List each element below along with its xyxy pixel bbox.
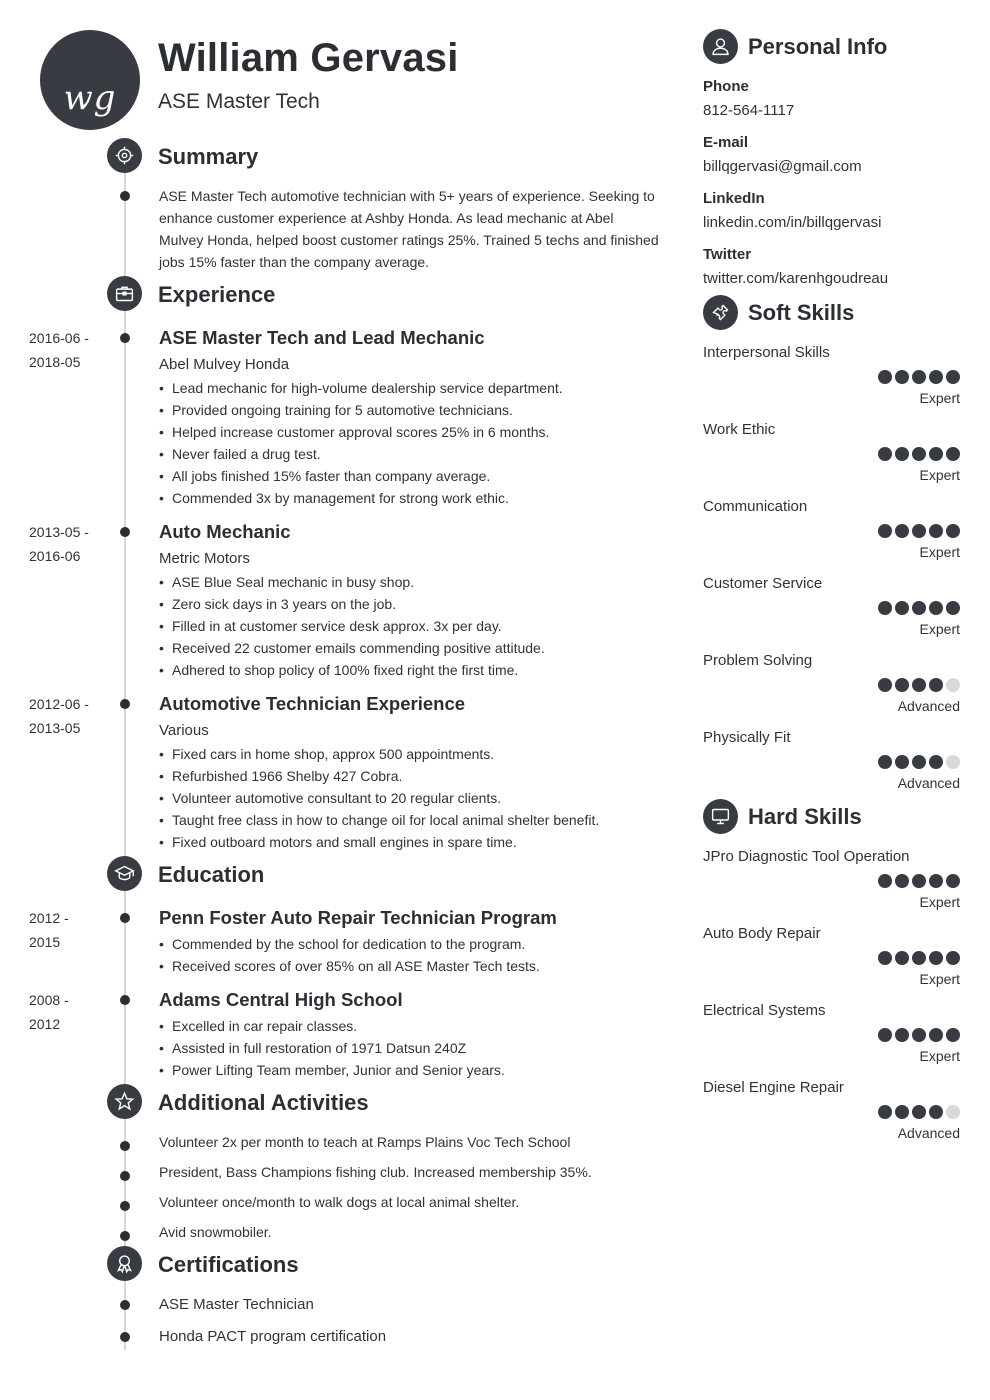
skill-level: Expert [919, 1048, 960, 1064]
timeline-dot [120, 1141, 130, 1151]
company-name: Metric Motors [159, 550, 250, 567]
rating-dot-filled [946, 874, 960, 888]
summary-text [159, 185, 659, 273]
rating-dot-filled [878, 874, 892, 888]
award-ribbon-icon [107, 1246, 142, 1281]
school-bullets [159, 933, 540, 977]
bullet: • Refurbished 1966 Shelby 427 Cobra. [159, 765, 599, 787]
bullet: • Received scores of over 85% on all ASE Master Tech tests. [159, 955, 540, 977]
skill-rating [878, 678, 960, 692]
twitter-label: Twitter [703, 246, 752, 263]
rating-dot-filled [895, 1028, 909, 1042]
rating-dot-filled [895, 874, 909, 888]
section-title-personal-info: Personal Info [748, 34, 888, 59]
school-title: Adams Central High School [159, 989, 403, 1010]
date-start: 2012 - [29, 910, 69, 926]
rating-dot-empty [946, 1105, 960, 1119]
rating-dot-filled [946, 370, 960, 384]
rating-dot-filled [878, 447, 892, 461]
rating-dot-filled [895, 678, 909, 692]
rating-dot-filled [878, 951, 892, 965]
rating-dot-filled [878, 601, 892, 615]
activity-item: Volunteer 2x per month to teach at Ramps Plains Voc Tech School [159, 1134, 571, 1150]
skill-level: Advanced [897, 1125, 960, 1141]
email-value[interactable]: billqgervasi@gmail.com [703, 158, 862, 175]
linkedin-value[interactable]: linkedin.com/in/billqgervasi [703, 214, 882, 231]
job-date [29, 692, 89, 740]
bullet: • Zero sick days in 3 years on the job. [159, 593, 545, 615]
certification-item: Honda PACT program certification [159, 1328, 387, 1345]
rating-dot-filled [946, 524, 960, 538]
bullet: • Helped increase customer approval scores 25% in 6 months. [159, 421, 563, 443]
job-bullets [159, 743, 599, 853]
skill-level: Expert [919, 467, 960, 483]
rating-dot-filled [912, 601, 926, 615]
bullet: • Commended 3x by management for strong work ethic. [159, 487, 563, 509]
rating-dot-filled [929, 755, 943, 769]
job-bullets [159, 377, 563, 509]
rating-dot-filled [912, 1028, 926, 1042]
activity-item: President, Bass Champions fishing club. Increased membership 35%. [159, 1164, 592, 1180]
skill-level: Expert [919, 621, 960, 637]
section-title-activities: Additional Activities [158, 1090, 369, 1115]
bullet: • Fixed outboard motors and small engines in spare time. [159, 831, 599, 853]
skill-rating [878, 1028, 960, 1042]
bullet: • Never failed a drug test. [159, 443, 563, 465]
timeline-dot [120, 1201, 130, 1211]
rating-dot-filled [895, 370, 909, 384]
rating-dot-filled [878, 370, 892, 384]
date-end: 2015 [29, 934, 61, 950]
date-end: 2012 [29, 1016, 61, 1032]
skill-name: Diesel Engine Repair [703, 1079, 844, 1096]
school-date [29, 988, 69, 1036]
section-title-experience: Experience [158, 282, 276, 307]
candidate-name: William Gervasi [158, 36, 459, 80]
timeline-dot [120, 333, 130, 343]
rating-dot-filled [929, 678, 943, 692]
rating-dot-filled [929, 874, 943, 888]
avatar [40, 30, 140, 130]
rating-dot-filled [929, 1105, 943, 1119]
job-bullets [159, 571, 545, 681]
linkedin-label: LinkedIn [703, 190, 765, 207]
rating-dot-filled [878, 755, 892, 769]
job-title: ASE Master Tech and Lead Mechanic [159, 327, 485, 348]
rating-dot-filled [912, 447, 926, 461]
company-name: Abel Mulvey Honda [159, 356, 290, 373]
skill-rating [878, 601, 960, 615]
rating-dot-filled [878, 1105, 892, 1119]
rating-dot-filled [929, 1028, 943, 1042]
rating-dot-filled [912, 370, 926, 384]
rating-dot-filled [895, 601, 909, 615]
section-title-soft-skills: Soft Skills [748, 300, 855, 325]
bullet: • Fixed cars in home shop, approx 500 appointments. [159, 743, 599, 765]
twitter-value[interactable]: twitter.com/karenhgoudreau [703, 270, 889, 287]
summary-line: jobs 15% faster than the company average. [159, 254, 430, 270]
skill-rating [878, 951, 960, 965]
rating-dot-filled [895, 524, 909, 538]
rating-dot-filled [878, 1028, 892, 1042]
timeline-dot [120, 1300, 130, 1310]
company-name: Various [159, 722, 209, 739]
school-bullets [159, 1015, 505, 1081]
bullet: • Volunteer automotive consultant to 20 regular clients. [159, 787, 599, 809]
timeline-dot [120, 699, 130, 709]
date-start: 2016-06 - [29, 330, 89, 346]
date-start: 2013-05 - [29, 524, 89, 540]
bullet: • Excelled in car repair classes. [159, 1015, 505, 1037]
skill-rating [878, 370, 960, 384]
summary-line: Mulvey Honda, helped boost customer ratings 25%. Trained 5 techs and finished [159, 232, 659, 248]
certification-item: ASE Master Technician [159, 1296, 314, 1313]
bullet: • Lead mechanic for high-volume dealership service department. [159, 377, 563, 399]
rating-dot-filled [895, 447, 909, 461]
date-end: 2013-05 [29, 720, 81, 736]
skill-level: Expert [919, 544, 960, 560]
timeline-dot [120, 1332, 130, 1342]
rating-dot-filled [929, 951, 943, 965]
rating-dot-filled [878, 524, 892, 538]
graduation-cap-icon [107, 856, 142, 891]
date-start: 2008 - [29, 992, 69, 1008]
rating-dot-filled [878, 678, 892, 692]
target-icon [107, 138, 142, 173]
rating-dot-filled [946, 447, 960, 461]
skill-name: Customer Service [703, 575, 823, 592]
timeline-dot [120, 1171, 130, 1181]
bullet: • Commended by the school for dedication to the program. [159, 933, 540, 955]
skill-name: Interpersonal Skills [703, 344, 830, 361]
timeline-dot [120, 995, 130, 1005]
summary-line: enhance customer experience at Ashby Honda. As lead mechanic at Abel [159, 210, 614, 226]
rating-dot-filled [912, 951, 926, 965]
candidate-title: ASE Master Tech [158, 90, 320, 113]
skill-name: Auto Body Repair [703, 925, 821, 942]
date-end: 2016-06 [29, 548, 81, 564]
skill-rating [878, 447, 960, 461]
user-icon [703, 29, 738, 64]
briefcase-icon [107, 276, 142, 311]
rating-dot-filled [929, 524, 943, 538]
bullet: • Assisted in full restoration of 1971 Datsun 240Z [159, 1037, 505, 1059]
bullet: • Filled in at customer service desk approx. 3x per day. [159, 615, 545, 637]
skill-level: Advanced [897, 775, 960, 791]
skill-name: Electrical Systems [703, 1002, 826, 1019]
rating-dot-filled [895, 1105, 909, 1119]
skill-name: JPro Diagnostic Tool Operation [703, 848, 910, 865]
rating-dot-filled [912, 874, 926, 888]
bullet: • All jobs finished 15% faster than company average. [159, 465, 563, 487]
rating-dot-filled [895, 951, 909, 965]
section-title-hard-skills: Hard Skills [748, 804, 862, 829]
bullet: • Provided ongoing training for 5 automotive technicians. [159, 399, 563, 421]
timeline-dot [120, 527, 130, 537]
skill-name: Physically Fit [703, 729, 791, 746]
rating-dot-filled [946, 951, 960, 965]
school-title: Penn Foster Auto Repair Technician Program [159, 907, 557, 928]
job-date [29, 520, 89, 568]
rating-dot-filled [929, 447, 943, 461]
skill-rating [878, 1105, 960, 1119]
skill-name: Work Ethic [703, 421, 776, 438]
bullet: • Received 22 customer emails commending positive attitude. [159, 637, 545, 659]
skill-rating [878, 874, 960, 888]
skill-rating [878, 524, 960, 538]
skill-level: Expert [919, 894, 960, 910]
date-end: 2018-05 [29, 354, 81, 370]
skill-name: Communication [703, 498, 808, 515]
summary-line: ASE Master Tech automotive technician with 5+ years of experience. Seeking to [159, 188, 655, 204]
rating-dot-filled [895, 755, 909, 769]
bullet: • ASE Blue Seal mechanic in busy shop. [159, 571, 545, 593]
skill-level: Expert [919, 390, 960, 406]
puzzle-icon [703, 295, 738, 330]
section-title-certifications: Certifications [158, 1252, 299, 1277]
activity-item: Avid snowmobiler. [159, 1224, 272, 1240]
monitor-icon [703, 799, 738, 834]
job-title: Automotive Technician Experience [159, 693, 466, 714]
rating-dot-filled [912, 678, 926, 692]
section-title-education: Education [158, 862, 265, 887]
rating-dot-filled [912, 755, 926, 769]
timeline-dot [120, 1231, 130, 1241]
timeline-dot [120, 191, 130, 201]
rating-dot-filled [912, 524, 926, 538]
rating-dot-empty [946, 755, 960, 769]
job-date [29, 326, 89, 374]
rating-dot-filled [929, 601, 943, 615]
email-label: E-mail [703, 134, 749, 151]
bullet: • Adhered to shop policy of 100% fixed right the first time. [159, 659, 545, 681]
rating-dot-filled [929, 370, 943, 384]
skill-rating [878, 755, 960, 769]
bullet: • Power Lifting Team member, Junior and Senior years. [159, 1059, 505, 1081]
rating-dot-filled [946, 601, 960, 615]
activity-item: Volunteer once/month to walk dogs at local animal shelter. [159, 1194, 520, 1210]
skill-level: Expert [919, 971, 960, 987]
school-date [29, 906, 69, 954]
bullet: • Taught free class in how to change oil for local animal shelter benefit. [159, 809, 599, 831]
timeline-dot [120, 913, 130, 923]
rating-dot-filled [946, 1028, 960, 1042]
skill-level: Advanced [897, 698, 960, 714]
date-start: 2012-06 - [29, 696, 89, 712]
star-icon [107, 1084, 142, 1119]
section-title-summary: Summary [158, 144, 259, 169]
rating-dot-filled [912, 1105, 926, 1119]
phone-label: Phone [703, 78, 749, 95]
avatar-initials: wg [63, 78, 117, 118]
skill-name: Problem Solving [703, 652, 813, 669]
job-title: Auto Mechanic [159, 521, 291, 542]
phone-value: 812-564-1117 [703, 102, 795, 119]
rating-dot-empty [946, 678, 960, 692]
